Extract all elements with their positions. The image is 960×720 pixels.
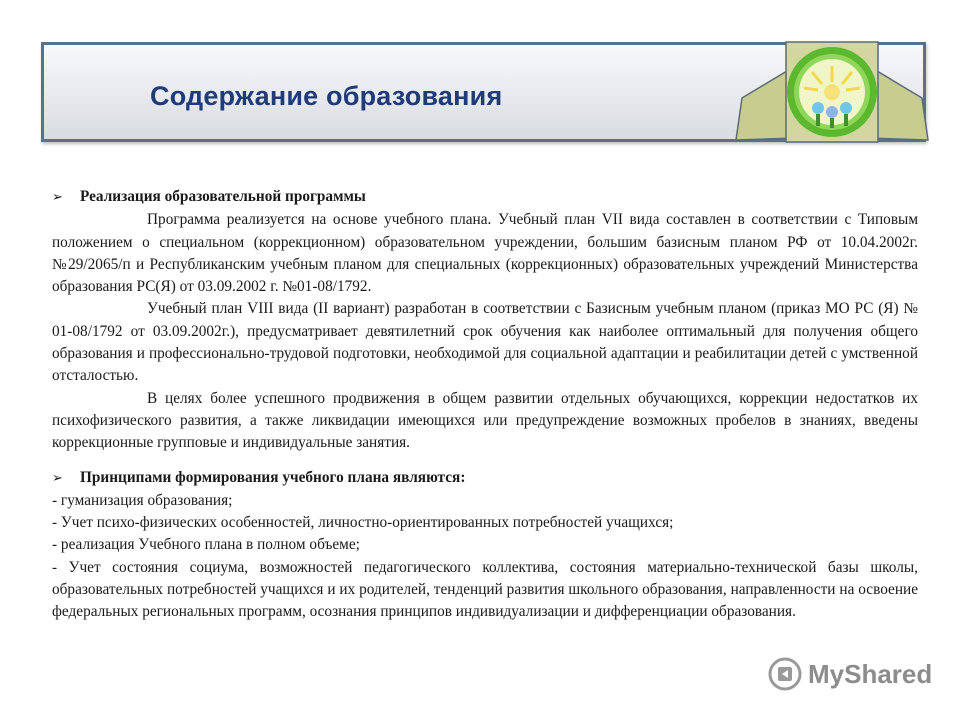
list-item: - Учет состояния социума, возможностей педагогического коллектива, состояния материально-технической базы школы, образовательных потребностей учащихся и их родителей, тенденций развития школьного образования, направленности на освоение федеральных региональных программ, осознания принципов индивидуализации и дифференциации образования. <box>52 558 918 621</box>
emblem-logo <box>734 38 930 148</box>
page-title: Содержание образования <box>150 81 503 111</box>
arrow-bullet-icon: ➢ <box>52 190 63 205</box>
paragraph: Программа реализуется на основе учебного плана. Учебный план VII вида составлен в соответствии с Типовым положением о специальном (коррекционном) образовательном учреждении, большим базисным планом РФ от 10.04.2002г. №29/2065/п и Республиканским учебным планом для специальных (коррекционных) образовательных учреждений Министерства образования РС(Я) от 03.09.2002 г. №01-08/1792. <box>52 211 918 296</box>
list-item: - Учет психо-физических особенностей, личностно-ориентированных потребностей учащихся; <box>52 514 674 532</box>
watermark-text: MyShared <box>808 658 933 689</box>
watermark <box>768 657 932 691</box>
section-heading-principles <box>52 467 918 490</box>
slide-content <box>52 186 918 624</box>
paragraph: Учебный план VIII вида (II вариант) разработан в соответствии с Базисным учебным планом (приказ МО РС (Я) № 01-08/1792 от 03.09.2002г.), предусматривает девятилетний срок обучения как наиболее оптимальный для получения общего образования и профессионально-трудовой подготовки, необходимой для социальной адаптации и реабилитации детей с умственной отсталостью. <box>52 300 918 385</box>
section-heading-text: Реализация образовательной программы <box>80 188 366 205</box>
myshared-logo-icon <box>768 657 802 691</box>
list-item: - гуманизация образования; <box>52 491 233 509</box>
paragraph: В целях более успешного продвижения в общем развитии отдельных обучающихся, коррекции недостатков их психофизического развития, а также ликвидации имеющихся или предупреждение возможных пробелов в знаниях, введены коррекционные групповые и индивидуальные занятия. <box>52 389 918 452</box>
arrow-bullet-icon: ➢ <box>52 470 63 486</box>
section-heading-text: Принципами формирования учебного плана являются: <box>80 468 466 486</box>
list-item: - реализация Учебного плана в полном объеме; <box>52 536 360 554</box>
section-heading-program <box>52 186 918 209</box>
